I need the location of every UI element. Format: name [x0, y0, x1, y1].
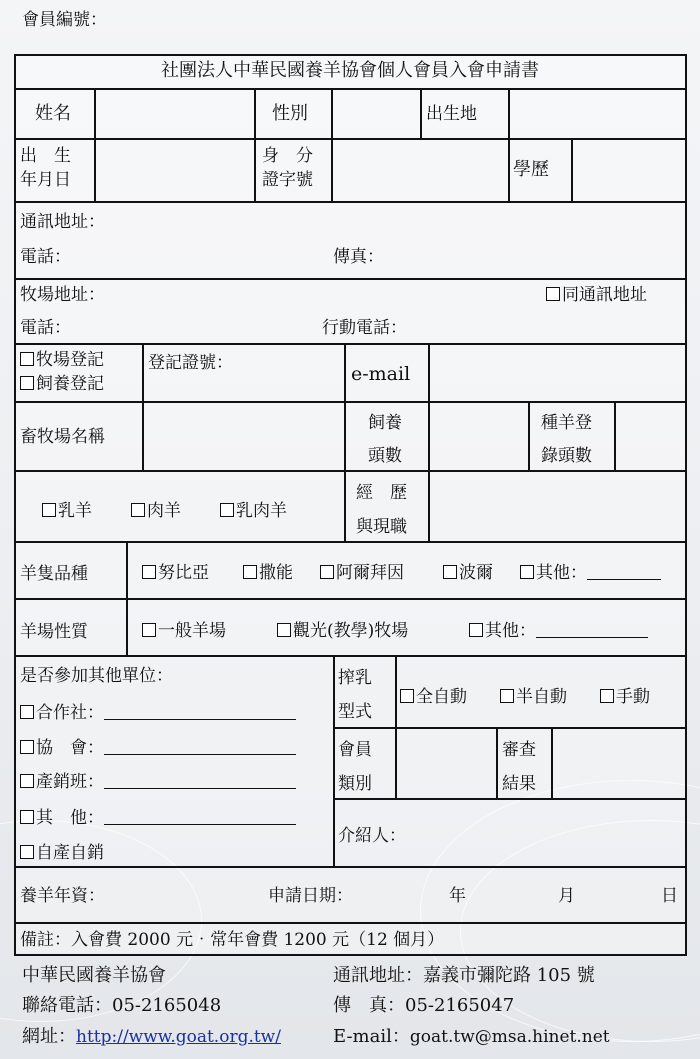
footer-address: 通訊地址：嘉義市彌陀路 105 號 [333, 965, 595, 986]
phone-label: 電話： [20, 247, 71, 267]
experience-label: 經 歷 [356, 483, 407, 503]
self-sale-option[interactable]: 自產自銷 [20, 843, 104, 863]
farm-phone-label: 電話： [20, 318, 71, 338]
checkbox[interactable] [600, 689, 614, 703]
birth-date-field[interactable] [96, 140, 253, 200]
milking-semi-auto[interactable]: 半自動 [500, 687, 567, 707]
birth-date-label: 出 生 [20, 146, 71, 166]
footer-email [333, 1022, 610, 1048]
review-result-label: 審查 [502, 740, 536, 760]
head-count-field[interactable] [430, 403, 527, 469]
breed-other-blank[interactable] [587, 579, 661, 580]
breed-option-nubian[interactable]: 努比亞 [142, 563, 209, 583]
name-label: 姓名 [35, 103, 71, 124]
gender-label: 性別 [272, 103, 308, 124]
experience-field[interactable] [430, 472, 686, 540]
head-count-label: 飼養 [368, 413, 402, 433]
dairy-goat-option[interactable]: 乳羊 [42, 501, 92, 521]
checkbox[interactable] [20, 774, 34, 788]
checkbox[interactable] [443, 565, 457, 579]
milking-type-label: 型式 [338, 702, 372, 722]
id-number-label: 證字號 [262, 170, 313, 190]
member-category-field[interactable] [397, 729, 495, 797]
production-option[interactable]: 產銷班： [20, 772, 296, 792]
checkbox[interactable] [500, 689, 514, 703]
email-field[interactable] [430, 345, 686, 400]
checkbox[interactable] [220, 503, 234, 517]
website-link[interactable]: http://www.goat.org.tw/ [76, 1027, 281, 1047]
checkbox[interactable] [400, 689, 414, 703]
fee-note: 備註：入會費 2000 元‧常年會費 1200 元（12 個月） [20, 930, 445, 950]
breeding-count-field[interactable] [616, 403, 686, 469]
day-label: 日 [661, 886, 678, 906]
milking-full-auto[interactable]: 全自動 [400, 687, 467, 707]
same-address-option[interactable]: 同通訊地址 [546, 285, 647, 305]
checkbox[interactable] [469, 623, 483, 637]
farm-type-general[interactable]: 一般羊場 [142, 621, 226, 641]
dual-goat-option[interactable]: 乳肉羊 [220, 501, 287, 521]
website-label: 網址： [22, 1026, 76, 1047]
farm-type-other-blank[interactable] [536, 637, 648, 638]
member-number-label: 會員編號： [22, 10, 107, 30]
checkbox[interactable] [142, 565, 156, 579]
footer-website [22, 1022, 281, 1048]
birthplace-label: 出生地 [426, 104, 477, 124]
review-result-label: 結果 [502, 774, 536, 794]
production-blank[interactable] [104, 788, 296, 789]
checkbox[interactable] [131, 503, 145, 517]
form-title: 社團法人中華民國養羊協會個人會員入會申請書 [161, 60, 539, 81]
association-blank[interactable] [104, 754, 296, 755]
farm-name-label: 畜牧場名稱 [20, 427, 105, 447]
review-result-field[interactable] [553, 729, 686, 797]
birth-date-label: 年月日 [20, 170, 71, 190]
breed-label: 羊隻品種 [20, 564, 88, 584]
checkbox[interactable] [20, 352, 34, 366]
checkbox[interactable] [243, 565, 257, 579]
education-label: 學歷 [513, 159, 549, 180]
fax-label: 傳真： [333, 247, 384, 267]
other-unit-option[interactable]: 其 他： [20, 808, 296, 828]
month-label: 月 [558, 886, 575, 906]
year-label: 年 [449, 886, 466, 906]
footer-org-name: 中華民國養羊協會 [22, 965, 166, 986]
name-field[interactable] [96, 90, 253, 137]
farm-register-option[interactable]: 牧場登記 [20, 350, 104, 370]
farm-address-label: 牧場地址： [20, 285, 105, 305]
association-option[interactable]: 協 會： [20, 738, 296, 758]
breeding-count-label: 種羊登 [541, 413, 592, 433]
checkbox[interactable] [142, 623, 156, 637]
footer-phone: 聯絡電話：05-2165048 [22, 995, 222, 1016]
footer-fax: 傳 真：05-2165047 [333, 995, 515, 1016]
coop-option[interactable]: 合作社： [20, 703, 296, 723]
gender-field[interactable] [333, 90, 419, 137]
coop-blank[interactable] [104, 719, 296, 720]
breed-option-other[interactable]: 其他： [520, 563, 661, 583]
milking-manual[interactable]: 手動 [600, 687, 650, 707]
id-number-label: 身 分 [262, 146, 313, 166]
other-unit-blank[interactable] [104, 824, 296, 825]
meat-goat-option[interactable]: 肉羊 [131, 501, 181, 521]
checkbox[interactable] [20, 810, 34, 824]
farm-type-other[interactable]: 其他： [469, 621, 648, 641]
other-units-label: 是否參加其他單位： [20, 666, 173, 686]
breed-option-boer[interactable]: 波爾 [443, 563, 493, 583]
head-count-label: 頭數 [368, 446, 402, 466]
checkbox[interactable] [20, 740, 34, 754]
member-category-label: 會員 [338, 740, 372, 760]
email-address[interactable]: goat.tw@msa.hinet.net [409, 1027, 610, 1047]
checkbox[interactable] [277, 623, 291, 637]
email-label: e-mail [351, 363, 411, 385]
referrer-label: 介紹人： [338, 826, 406, 846]
breed-option-saanen[interactable]: 撒能 [243, 563, 293, 583]
mobile-label: 行動電話： [322, 318, 407, 338]
member-category-label: 類別 [338, 774, 372, 794]
register-number-label: 登記證號： [148, 353, 233, 373]
farm-type-label: 羊場性質 [20, 622, 88, 642]
checkbox[interactable] [20, 705, 34, 719]
email-footer-label: E-mail： [333, 1026, 410, 1047]
checkbox[interactable] [320, 565, 334, 579]
checkbox[interactable] [42, 503, 56, 517]
checkbox[interactable] [20, 845, 34, 859]
years-label: 養羊年資： [20, 886, 105, 906]
farm-name-field[interactable] [144, 403, 343, 469]
breed-option-alpine[interactable]: 阿爾拜因 [320, 563, 404, 583]
checkbox[interactable] [546, 287, 560, 301]
education-field[interactable] [573, 140, 686, 200]
id-number-field[interactable] [333, 140, 507, 200]
breeding-count-label: 錄頭數 [541, 446, 592, 466]
farm-type-tourism[interactable]: 觀光(教學)牧場 [277, 621, 408, 641]
checkbox[interactable] [520, 565, 534, 579]
experience-label: 與現職 [356, 517, 407, 537]
apply-date-label: 申請日期： [268, 886, 353, 906]
raise-register-option[interactable]: 飼養登記 [20, 374, 104, 394]
milking-type-label: 搾乳 [338, 668, 372, 688]
checkbox[interactable] [20, 376, 34, 390]
birthplace-field[interactable] [510, 90, 686, 137]
address-label: 通訊地址： [20, 212, 105, 232]
